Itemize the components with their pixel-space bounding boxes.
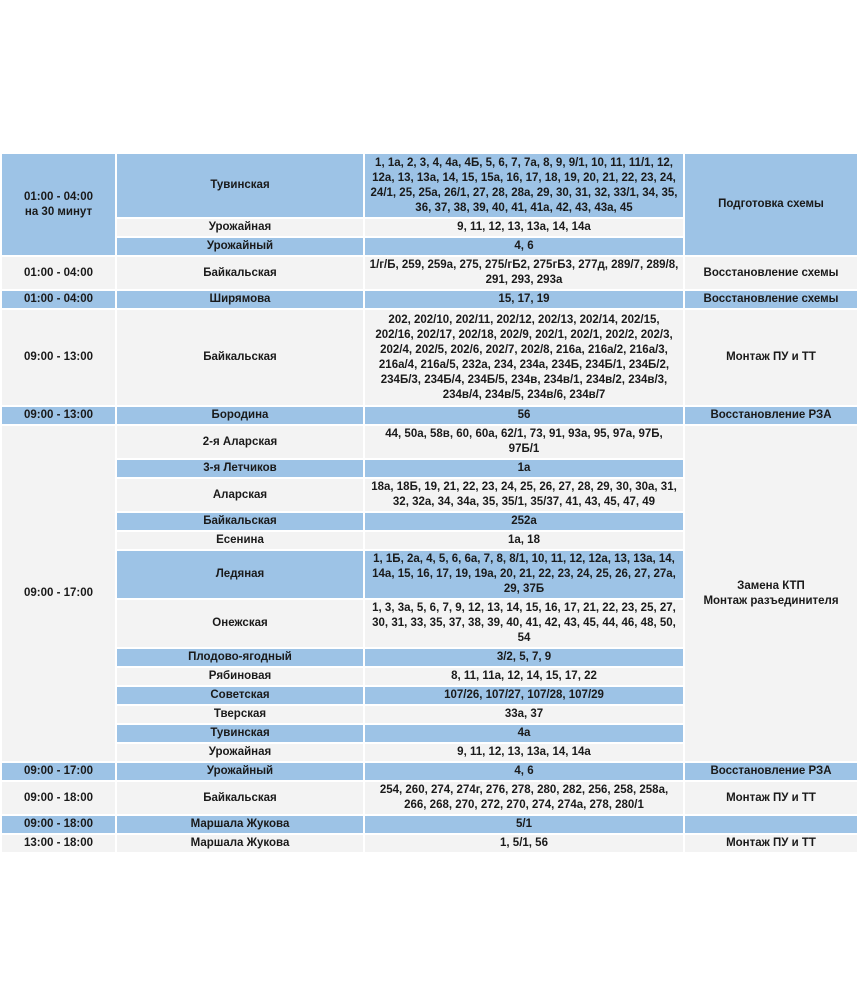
houses-cell: 1/г/Б, 259, 259а, 275, 275/гБ2, 275гБ3, 277д, 289/7, 289/8, 291, 293, 293а bbox=[365, 257, 683, 289]
work-cell: Восстановление схемы bbox=[685, 291, 857, 308]
street-cell: 2-я Аларская bbox=[117, 426, 363, 458]
street-cell: Маршала Жукова bbox=[117, 816, 363, 833]
time-cell: 01:00 - 04:00 bbox=[2, 291, 115, 308]
time-cell: 09:00 - 17:00 bbox=[2, 763, 115, 780]
street-cell: Есенина bbox=[117, 532, 363, 549]
work-text: Замена КТП bbox=[737, 579, 805, 592]
street-cell: Ледяная bbox=[117, 551, 363, 598]
work-cell bbox=[685, 426, 857, 761]
work-cell: Восстановление схемы bbox=[685, 257, 857, 289]
houses-cell: 4, 6 bbox=[365, 238, 683, 255]
work-cell: Монтаж ПУ и ТТ bbox=[685, 310, 857, 405]
time-cell: 13:00 - 18:00 bbox=[2, 835, 115, 852]
houses-cell: 18а, 18Б, 19, 21, 22, 23, 24, 25, 26, 27, 28, 29, 30, 30а, 31, 32, 32а, 34, 34а, 35, 35/1, 35/37, 41, 43, 45, 47, 49 bbox=[365, 479, 683, 511]
table-row bbox=[2, 154, 857, 217]
time-note: на 30 минут bbox=[24, 205, 93, 218]
street-cell: Рябиновая bbox=[117, 668, 363, 685]
houses-cell: 1, 3, 3а, 5, 6, 7, 9, 12, 13, 14, 15, 16, 17, 21, 22, 23, 25, 27, 30, 31, 33, 35, 37, 38, 39, 40, 41, 42, 43, 45, 44, 46, 48, 50, 54 bbox=[365, 600, 683, 647]
table-row bbox=[2, 310, 857, 405]
table-row bbox=[2, 816, 857, 833]
houses-cell: 15, 17, 19 bbox=[365, 291, 683, 308]
time-cell: 09:00 - 17:00 bbox=[2, 426, 115, 761]
houses-cell: 4а bbox=[365, 725, 683, 742]
street-cell: Аларская bbox=[117, 479, 363, 511]
houses-cell: 1, 5/1, 56 bbox=[365, 835, 683, 852]
street-cell: Урожайная bbox=[117, 219, 363, 236]
houses-cell: 1, 1а, 2, 3, 4, 4а, 4Б, 5, 6, 7, 7а, 8, 9, 9/1, 10, 11, 11/1, 12, 12а, 13, 13а, 14, 15, 15а, 16, 17, 18, 19, 20, 21, 22, 23, 24, 24/1, 25, 25а, 26/1, 27, 28, 28а, 29, 30, 31, 32, 33/1, 34, 35, 36, 37, 38, 39, 40, 41, 41а, 42, 43, 43а, 45 bbox=[365, 154, 683, 217]
street-cell: 3-я Летчиков bbox=[117, 460, 363, 477]
houses-cell: 1, 1Б, 2а, 4, 5, 6, 6а, 7, 8, 8/1, 10, 11, 12, 12а, 13, 13а, 14, 14а, 15, 16, 17, 19, 19а, 20, 21, 22, 23, 24, 25, 26, 27, 27а, 29, 37Б bbox=[365, 551, 683, 598]
work-cell bbox=[685, 816, 857, 833]
work-cell: Восстановление РЗА bbox=[685, 407, 857, 424]
table-row bbox=[2, 257, 857, 289]
table-row bbox=[2, 407, 857, 424]
street-cell: Урожайный bbox=[117, 763, 363, 780]
street-cell: Тувинская bbox=[117, 725, 363, 742]
street-cell: Плодово-ягодный bbox=[117, 649, 363, 666]
houses-cell: 5/1 bbox=[365, 816, 683, 833]
houses-cell: 254, 260, 274, 274г, 276, 278, 280, 282, 256, 258, 258а, 266, 268, 270, 272, 270, 274, 274а, 278, 280/1 bbox=[365, 782, 683, 814]
houses-cell: 56 bbox=[365, 407, 683, 424]
houses-cell: 252а bbox=[365, 513, 683, 530]
street-cell: Ширямова bbox=[117, 291, 363, 308]
table-row bbox=[2, 782, 857, 814]
work-cell: Монтаж ПУ и ТТ bbox=[685, 835, 857, 852]
street-cell: Урожайная bbox=[117, 744, 363, 761]
time-cell: 09:00 - 18:00 bbox=[2, 782, 115, 814]
work-cell: Монтаж ПУ и ТТ bbox=[685, 782, 857, 814]
houses-cell: 8, 11, 11а, 12, 14, 15, 17, 22 bbox=[365, 668, 683, 685]
street-cell: Онежская bbox=[117, 600, 363, 647]
houses-cell: 1а bbox=[365, 460, 683, 477]
street-cell: Советская bbox=[117, 687, 363, 704]
street-cell: Тверская bbox=[117, 706, 363, 723]
street-cell: Урожайный bbox=[117, 238, 363, 255]
street-cell: Байкальская bbox=[117, 257, 363, 289]
houses-cell: 33а, 37 bbox=[365, 706, 683, 723]
houses-cell: 9, 11, 12, 13, 13а, 14, 14а bbox=[365, 744, 683, 761]
street-cell: Тувинская bbox=[117, 154, 363, 217]
table-row bbox=[2, 291, 857, 308]
street-cell: Бородина bbox=[117, 407, 363, 424]
table-row bbox=[2, 835, 857, 852]
street-cell: Байкальская bbox=[117, 782, 363, 814]
time-cell: 09:00 - 13:00 bbox=[2, 310, 115, 405]
work-text: Монтаж разъединителя bbox=[703, 594, 839, 607]
time-cell: 01:00 - 04:00 bbox=[2, 257, 115, 289]
houses-cell: 202, 202/10, 202/11, 202/12, 202/13, 202/14, 202/15, 202/16, 202/17, 202/18, 202/9, 202/1, 202/1, 202/2, 202/3, 202/4, 202/5, 202/6, 202/7, 202/8, 216а, 216а/2, 216а/3, 216а/4, 216а/5, 232а, 234, 234а, 234Б, 234Б/1, 234Б/2, 234Б/3, 234Б/4, 234Б/5, 234в, 234в/1, 234в/2, 234в/3, 234в/4, 234в/5, 234в/6, 234в/7 bbox=[365, 310, 683, 405]
street-cell: Байкальская bbox=[117, 310, 363, 405]
street-cell: Байкальская bbox=[117, 513, 363, 530]
time-cell bbox=[2, 154, 115, 255]
work-cell: Восстановление РЗА bbox=[685, 763, 857, 780]
time-cell: 09:00 - 18:00 bbox=[2, 816, 115, 833]
houses-cell: 107/26, 107/27, 107/28, 107/29 bbox=[365, 687, 683, 704]
houses-cell: 3/2, 5, 7, 9 bbox=[365, 649, 683, 666]
table-row bbox=[2, 763, 857, 780]
houses-cell: 9, 11, 12, 13, 13а, 14, 14а bbox=[365, 219, 683, 236]
time-cell: 09:00 - 13:00 bbox=[2, 407, 115, 424]
houses-cell: 1а, 18 bbox=[365, 532, 683, 549]
table-row bbox=[2, 426, 857, 458]
time-text: 01:00 - 04:00 bbox=[23, 190, 94, 203]
houses-cell: 44, 50а, 58в, 60, 60а, 62/1, 73, 91, 93а, 95, 97а, 97Б, 97Б/1 bbox=[365, 426, 683, 458]
work-cell: Подготовка схемы bbox=[685, 154, 857, 255]
street-cell: Маршала Жукова bbox=[117, 835, 363, 852]
houses-cell: 4, 6 bbox=[365, 763, 683, 780]
outage-schedule-table bbox=[0, 152, 859, 854]
